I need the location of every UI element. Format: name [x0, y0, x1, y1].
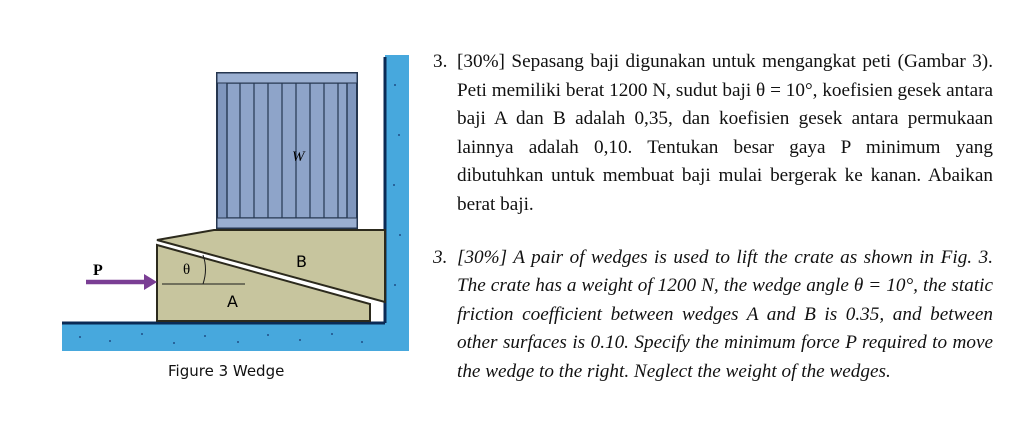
crate-weight-label: W — [292, 149, 305, 165]
figure-caption: Figure 3 Wedge — [168, 362, 285, 380]
problem-number: 3. — [433, 51, 448, 72]
problem-statement-indonesian: [30%] Sepasang baji digunakan untuk mengangkat peti (Gambar 3). Peti memiliki berat 1200 N, sudut baji θ = 10°, koefisien gesek antara baji A dan B adalah 0,35, dan koefisien gesek antara permukaan lainnya adalah 0,10. Tentukan besar gaya P minimum yang dibutuhkan untuk membuat baji mulai bergerak ke kanan. Abaikan berat baji. — [457, 51, 993, 215]
wedge-figure — [40, 55, 430, 385]
force-label: P — [93, 262, 103, 279]
wedge-a-label: A — [227, 292, 238, 311]
angle-label: θ — [183, 262, 191, 278]
problem-indonesian — [433, 48, 993, 220]
force-arrow-head — [144, 274, 157, 290]
problem-number-en: 3. — [433, 246, 448, 268]
problem-statement-english: [30%] A pair of wedges is used to lift the crate as shown in Fig. 3. The crate has a weight of 1200 N, the wedge angle θ = 10°, the static friction coefficient between wedges A and B is 0.35, and between other surfaces is 0.10. Specify the minimum force P required to move the wedge to the right. Neglect the weight of the wedges. — [457, 246, 993, 382]
wedge-diagram — [40, 55, 430, 385]
problem-english — [433, 244, 993, 387]
crate — [217, 73, 357, 228]
problem-text — [433, 48, 993, 387]
wall — [385, 55, 409, 351]
floor — [62, 323, 407, 351]
wedge-b-label: B — [296, 252, 307, 271]
